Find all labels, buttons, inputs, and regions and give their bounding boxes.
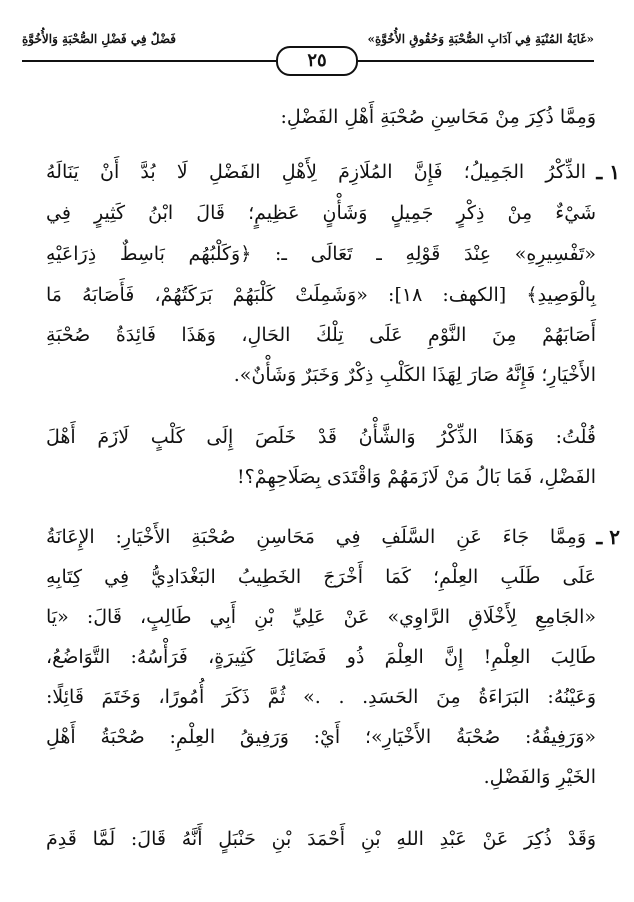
item-1-line-1: الذِّكْرُ الجَمِيلُ؛ فَإِنَّ المُلَازِمَ لِأَهْلِ الفَضْلِ لَا بُدَّ أَنْ يَنَالَهُ (46, 161, 586, 183)
running-header-chapter-title: فَضْلٌ فِي فَضْلِ الصُّحْبَةِ وَالأُخُوَّةِ (22, 32, 176, 46)
item-1-number: ١ ـ (596, 160, 620, 184)
note-line-2: الفَضْلِ، فَمَا بَالُ مَنْ لَازَمَهُمْ وَاقْتَدَى بِصَلَاحِهِمْ؟! (237, 466, 596, 488)
header-rule-left (22, 60, 276, 62)
note-line-1: قُلْتُ: وَهَذَا الذِّكْرُ وَالشَّأْنُ قَدْ خَلَصَ إِلَى كَلْبٍ لَازَمَ أَهْلَ (46, 426, 596, 448)
item-2-number: ٢ ـ (596, 525, 620, 549)
item-1-line-5: أَصَابَهُمْ مِنَ النَّوْمِ عَلَى تِلْكَ الحَالِ، وَهَذَا فَائِدَةُ صُحْبَةِ (46, 324, 596, 346)
item-1-line-6: الأَخْيَارِ؛ فَإِنَّهُ صَارَ لِهَذَا الكَلْبِ ذِكْرٌ وَخَبَرٌ وَشَأْنٌ». (233, 364, 596, 386)
item-1-line-3: «تَفْسِيرِهِ» عِنْدَ قَوْلِهِ ـ تَعَالَى ـ: ﴿وَكَلْبُهُم بَاسِطٌ ذِرَاعَيْهِ (46, 243, 596, 265)
item-2-line-7: الخَيْرِ وَالفَضْلِ. (483, 766, 596, 788)
closing-line: وَقَدْ ذُكِرَ عَنْ عَبْدِ اللهِ بْنِ أَحْمَدَ بْنِ حَنْبَلٍ أَنَّهُ قَالَ: لَمَّا قَدِمَ (46, 828, 596, 850)
item-2-line-2: عَلَى طَلَبِ العِلْمِ؛ كَمَا أَخْرَجَ الخَطِيبُ البَغْدَادِيُّ فِي كِتَابِهِ (46, 566, 596, 588)
item-1-line-4: بِالْوَصِيدِ﴾ [الكهف: ١٨]: «وَشَمِلَتْ كَلْبَهُمْ بَرَكَتُهُمْ، فَأَصَابَهُ مَا (46, 284, 596, 306)
item-2-line-1: وَمِمَّا جَاءَ عَنِ السَّلَفِ فِي مَحَاسِنِ صُحْبَةِ الأَخْيَارِ: الإِعَانَةُ (46, 526, 586, 548)
item-2-line-4: طَالِبَ العِلْمِ! إِنَّ العِلْمَ ذُو فَضَائِلَ كَثِيرَةٍ، فَرَأْسُهُ: التَّوَاضُعُ، (46, 646, 596, 668)
page-number: ٢٥ (276, 46, 358, 76)
intro-line: وَمِمَّا ذُكِرَ مِنْ مَحَاسِنِ صُحْبَةِ أَهْلِ الفَضْلِ: (280, 106, 596, 128)
item-1-line-2: شَيْءٌ مِنْ ذِكْرٍ جَمِيلٍ وَشَأْنٍ عَظِيمٍ؛ قَالَ ابْنُ كَثِيرٍ فِي (46, 202, 596, 224)
item-2-line-5: وَعَيْنُهُ: البَرَاءَةُ مِنَ الحَسَدِ. . .» ثُمَّ ذَكَرَ أُمُورًا، وَخَتَمَ قَائِلًا: (46, 686, 596, 708)
header-rule-right (354, 60, 594, 62)
item-2-line-6: «وَرَفِيقُهُ: صُحْبَةُ الأَخْيَارِ»؛ أَيْ: وَرَفِيقُ العِلْمِ: صُحْبَةُ أَهْلِ (46, 726, 596, 748)
running-header-book-title: «غَايَةُ المُنْيَةِ فِي آدَابِ الصُّحْبَةِ وَحُقُوقِ الأُخُوَّةِ» (367, 32, 594, 46)
item-2-line-3: «الجَامِعِ لِأَخْلَاقِ الرَّاوِي» عَنْ عَلِيِّ بْنِ أَبِي طَالِبٍ، قَالَ: «يَا (46, 606, 596, 628)
